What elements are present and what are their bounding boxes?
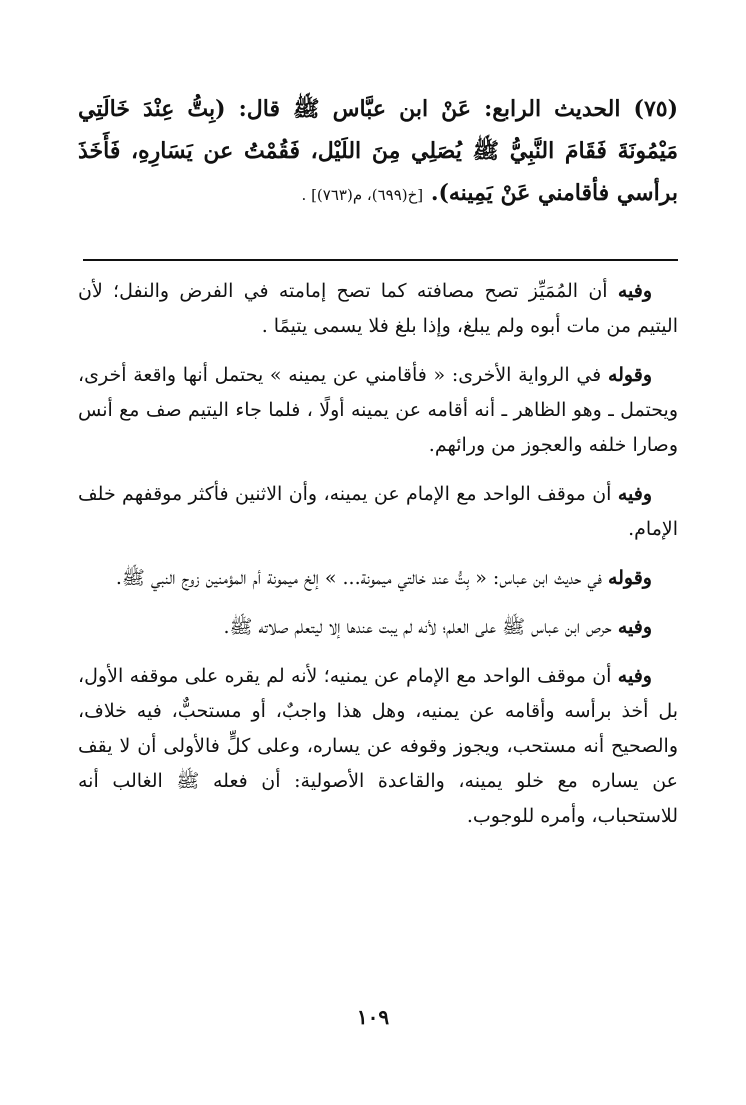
- commentary-paragraph: [78, 659, 678, 834]
- paragraph-lead: وفيه: [617, 616, 652, 638]
- footnote-divider: [83, 259, 678, 261]
- commentary-paragraph: [78, 610, 678, 645]
- commentary-paragraph: [78, 274, 678, 344]
- commentary-paragraph: [78, 561, 678, 596]
- paragraph-text: أن موقف الواحد مع الإمام عن يمنيه؛ لأنه لم يقره على موقفه الأول، بل أخذ برأسه وأقامه عن يمنيه، وهل هذا واجبٌ، أو مستحبٌّ، فيه خلاف، والصحيح أنه مستحب، ويجوز وقوفه عن يساره، وعلى كلٍّ فالأولى أن لا يقف عن يساره مع خلو يمينه، والقاعدة الأصولية: أن فعله ﷺ الغالب أنه للاستحباب، وأمره للوجوب.: [78, 665, 678, 827]
- paragraph-lead: وقوله: [607, 567, 652, 589]
- paragraph-lead: وقوله: [607, 364, 653, 386]
- page-number: ١٠٩: [356, 1005, 390, 1029]
- paragraph-lead: وفيه: [617, 483, 652, 505]
- paragraph-text: في الرواية الأخرى: « فأقامني عن يمينه » يحتمل أنها واقعة أخرى، ويحتمل ـ وهو الظاهر ـ أنه أقامه عن يمينه أولًا ، فلما جاء اليتيم صف مع أنس وصارا خلفه والعجوز من ورائهم.: [78, 364, 678, 456]
- hadith-reference: [خ(٦٩٩)، م(٧٦٣)] .: [301, 186, 424, 204]
- commentary-paragraph: [78, 477, 678, 547]
- paragraph-text: أن موقف الواحد مع الإمام عن يمينه، وأن الاثنين فأكثر موقفهم خلف الإمام.: [78, 483, 678, 540]
- commentary: [78, 274, 678, 848]
- hadith-text: (٧٥) الحديث الرابع: عَنْ ابن عبَّاس ﷺ قال: (بِتُّ عِنْدَ خَالَتِي مَيْمُونَةَ فَقَامَ النَّبِيُّ ﷺ يُصَلِي مِنَ اللَيْل، فَقُمْتُ عن يَسَارِهِ، فَأَخَذَ برأسي فأقامني عَنْ يَمِينه).: [78, 96, 678, 206]
- paragraph-lead: وفيه: [617, 665, 652, 687]
- paragraph-text: في حديث ابن عباس: « بِتُّ عند خالتي ميمونة... » إلخ ميمونة أم المؤمنين زوج النبي ﷺ.: [115, 567, 602, 589]
- commentary-paragraph: [78, 358, 678, 463]
- paragraph-text: حرص ابن عباس ﷺ على العلم؛ لأنه لم يبت عندها إلا ليتعلم صلاته ﷺ.: [223, 616, 612, 638]
- paragraph-text: أن المُمَيِّز تصح مصافته كما تصح إمامته في الفرض والنفل؛ لأن اليتيم من مات أبوه ولم يبلغ، وإذا بلغ فلا يسمى يتيمًا .: [78, 280, 678, 337]
- paragraph-lead: وفيه: [617, 280, 653, 302]
- hadith-text-block: [78, 88, 678, 216]
